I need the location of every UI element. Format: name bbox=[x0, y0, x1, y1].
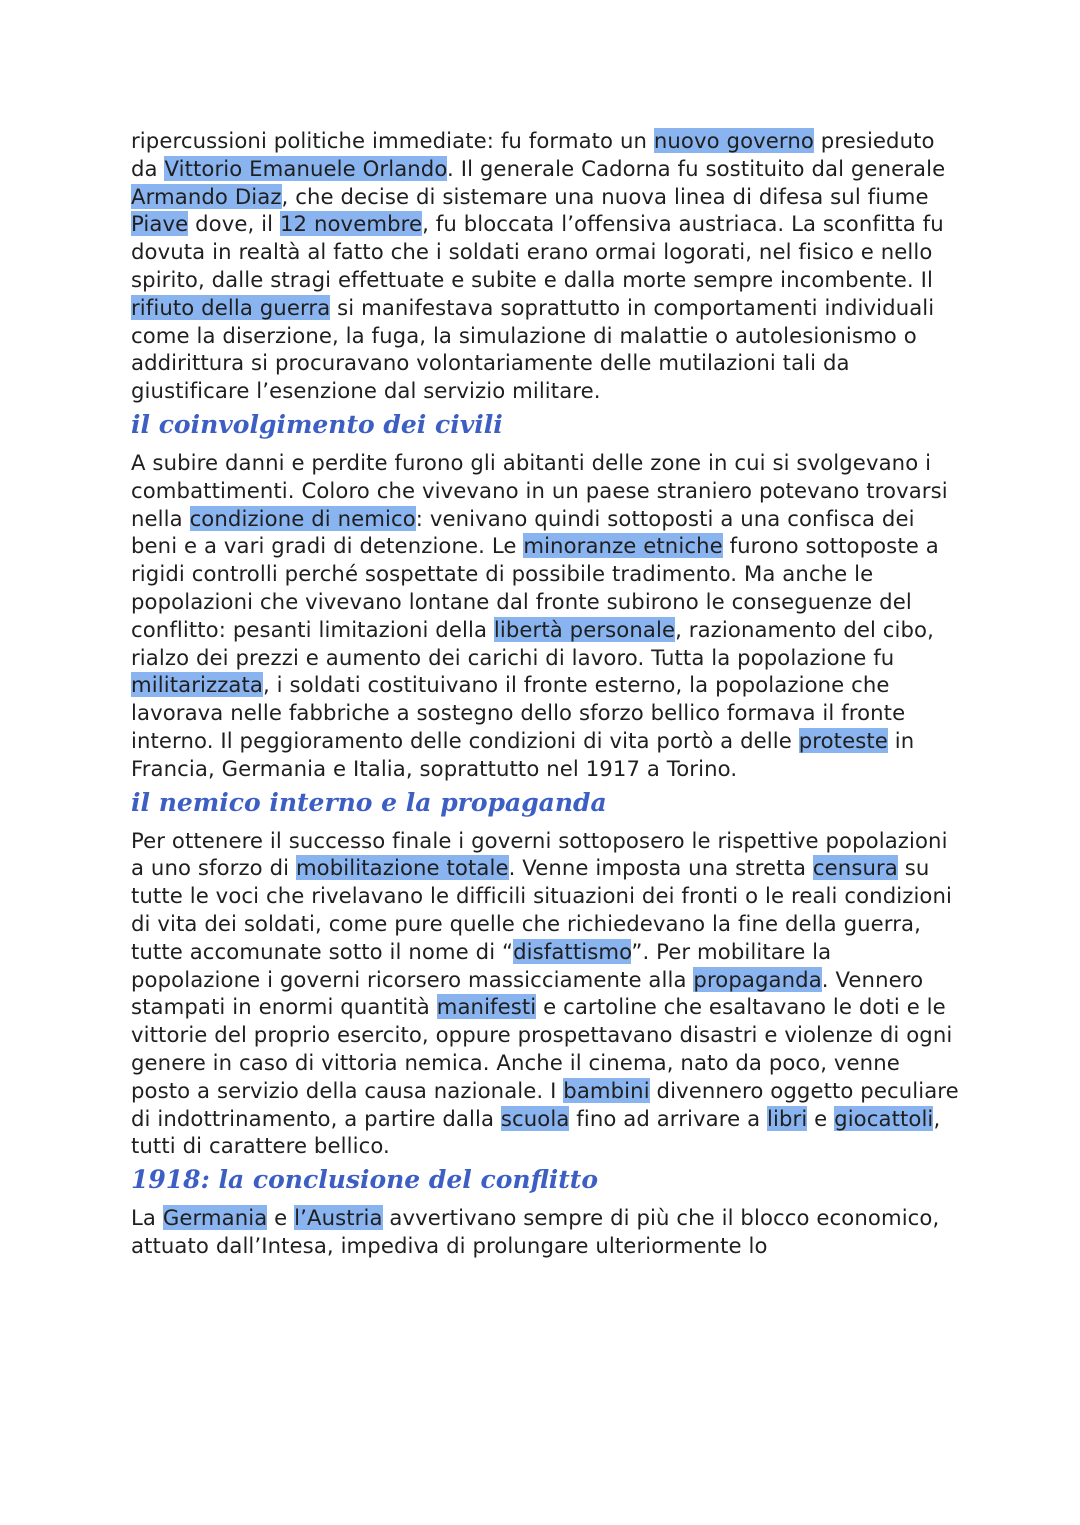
text-run: furono sottoposte a rigidi controlli perché sospettate di possibile tradimento. Ma anche le popolazioni che vivevano lontane dal fronte subirono le conseguenze del conflitto: pesanti limitazioni della bbox=[131, 533, 939, 642]
highlighted-term: Piave bbox=[131, 211, 189, 237]
text-run: , razionamento del cibo, rialzo dei prezzi e aumento dei carichi di lavoro. Tutta la popolazione fu bbox=[131, 616, 934, 670]
highlighted-term: Armando Diaz bbox=[131, 183, 282, 209]
heading-internal-enemy-propaganda: il nemico interno e la propaganda bbox=[131, 787, 607, 817]
text-run: , che decise di sistemare una nuova linea di difesa sul fiume bbox=[281, 183, 929, 209]
highlighted-term: disfattismo bbox=[513, 938, 632, 964]
highlighted-term: libertà personale bbox=[493, 616, 676, 642]
highlighted-term: libri bbox=[767, 1105, 808, 1131]
text-run: e cartoline che esaltavano le doti e le vittorie del proprio esercito, oppure prospettavano disastri e violenze di ogni genere in caso di vittoria nemica. Anche il cinema, nato da poco, venne posto a servizio della causa nazionale. I bbox=[131, 994, 953, 1103]
text-run: A subire danni e perdite furono gli abitanti delle zone in cui si svolgevano i combattimenti. Coloro che vivevano in un paese straniero potevano trovarsi nella bbox=[131, 449, 948, 531]
highlighted-term: censura bbox=[812, 855, 898, 881]
highlighted-term: militarizzata bbox=[131, 672, 264, 698]
highlighted-term: bambini bbox=[563, 1077, 650, 1103]
text-run: , fu bloccata l’offensiva austriaca. La sconfitta fu dovuta in realtà al fatto che i soldati erano ormai logorati, nel fisico e nello spirito, dalle stragi effettuate e subite e dalla morte sempre incombente. Il bbox=[131, 211, 944, 292]
highlighted-term: rifiuto della guerra bbox=[131, 294, 331, 320]
text-run: e bbox=[807, 1105, 835, 1131]
highlighted-term: scuola bbox=[500, 1105, 570, 1131]
paragraph-1918-conclusion bbox=[131, 1204, 960, 1260]
text-run: . Il generale Cadorna fu sostituito dal generale bbox=[447, 155, 946, 181]
paragraph-propaganda bbox=[131, 827, 960, 1161]
paragraph-civilians bbox=[131, 449, 960, 783]
text-run: . Vennero stampati in enormi quantità bbox=[131, 966, 924, 1020]
text-run: , i soldati costituivano il fronte esterno, la popolazione che lavorava nelle fabbriche a sostegno dello sforzo bellico formava il fronte interno. Il peggioramento delle condizioni di vita portò a delle bbox=[131, 672, 906, 753]
highlighted-term: mobilitazione totale bbox=[295, 855, 509, 881]
text-run: : venivano quindi sottoposti a una confisca dei beni e a vari gradi di detenzione. Le bbox=[131, 505, 915, 559]
text-run: su tutte le voci che rivelavano le difficili situazioni dei fronti o le reali condizioni di vita dei soldati, come pure quelle che richiedevano la fine della guerra, tutte accomunate sotto il nome di “ bbox=[131, 855, 953, 964]
highlighted-term: manifesti bbox=[436, 994, 537, 1020]
text-run: divennero oggetto peculiare di indottrinamento, a partire dalla bbox=[131, 1077, 959, 1131]
text-run: ripercussioni politiche immediate: fu formato un bbox=[131, 128, 654, 153]
highlighted-term: minoranze etniche bbox=[523, 533, 723, 559]
highlighted-term: Vittorio Emanuele Orlando bbox=[164, 155, 448, 181]
text-run: La bbox=[131, 1205, 163, 1231]
text-run: Per ottenere il successo finale i governi sottoposero le rispettive popolazioni a uno sforzo di bbox=[131, 827, 948, 881]
text-run: , tutti di carattere bellico. bbox=[131, 1105, 941, 1159]
text-run: avvertivano sempre di più che il blocco economico, attuato dall’Intesa, impediva di prolungare ulteriormente lo bbox=[131, 1205, 940, 1258]
text-run: ”. Per mobilitare la popolazione i governi ricorsero massicciamente alla bbox=[131, 938, 832, 992]
paragraph-caporetto-aftermath bbox=[131, 127, 960, 405]
highlighted-term: Germania bbox=[162, 1205, 268, 1231]
highlighted-term: giocattoli bbox=[834, 1105, 934, 1131]
text-run: dove, il bbox=[188, 211, 280, 237]
heading-1918-conclusion: 1918: la conclusione del conflitto bbox=[131, 1165, 599, 1195]
text-run: fino ad arrivare a bbox=[569, 1105, 767, 1131]
heading-civilians: il coinvolgimento dei civili bbox=[131, 409, 503, 439]
text-run: e bbox=[267, 1205, 295, 1231]
text-run: si manifestava soprattutto in comportamenti individuali come la diserzione, la fuga, la simulazione di malattie o autolesionismo o addirittura si procuravano volontariamente delle mutilazioni tali da giustificare l’esenzione dal servizio militare. bbox=[131, 294, 935, 404]
highlighted-term: proteste bbox=[798, 727, 888, 753]
highlighted-term: 12 novembre bbox=[279, 211, 423, 237]
highlighted-term: propaganda bbox=[693, 966, 822, 992]
text-run: presieduto da bbox=[131, 128, 935, 181]
highlighted-term: condizione di nemico bbox=[189, 505, 416, 531]
highlighted-term: l’Austria bbox=[294, 1205, 383, 1231]
text-run: . Venne imposta una stretta bbox=[508, 855, 813, 881]
text-run: in Francia, Germania e Italia, soprattutto nel 1917 a Torino. bbox=[131, 727, 915, 781]
highlighted-term: nuovo governo bbox=[653, 128, 814, 153]
